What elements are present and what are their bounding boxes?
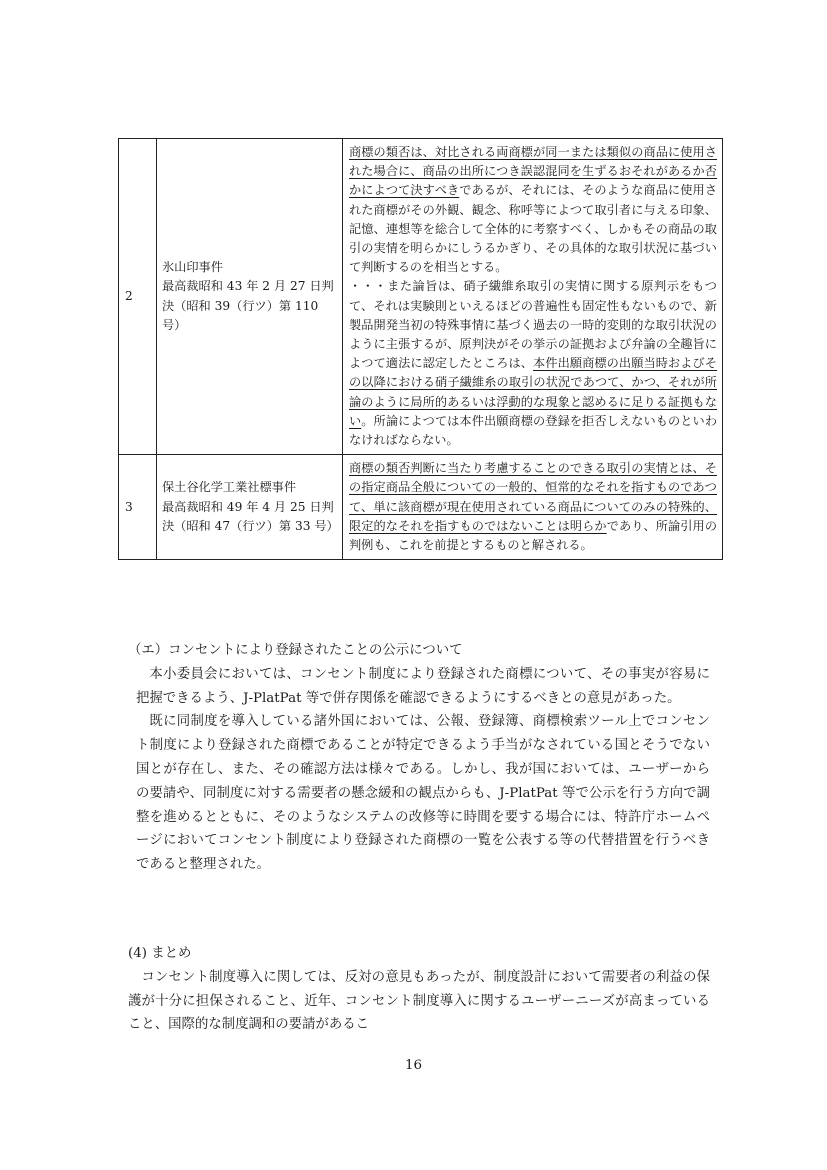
holding-text: ・・・また論旨は、硝子繊維糸取引の実情に関する原判示をもつて、それは実験則といえるほどの普遍性も固定性もないもので、新製品開発当初の特殊事情に基づく過去の一時的変則的な取引状況のように主張するが、原判決がその挙示の証拠および弁論の全趣旨によつて適法に認定したところは、 — [349, 279, 717, 371]
holding-text: であるが、それには、そのような商品に使用された商標がその外観、観念、称呼等によつて取引者に与える印象、記憶、連想等を総合して全体的に考察すべく、しかもその商品の取引の実情を明らかにしうるかぎり、その具体的な取引状況に基づいて判断するのを相当とする。 — [349, 183, 718, 275]
table-row — [119, 139, 723, 455]
case-holding — [343, 139, 723, 455]
section-e — [128, 639, 710, 877]
case-table-body — [119, 139, 723, 560]
case-citation: 最高裁昭和 43 年 2 月 27 日判決（昭和 39（行ツ）第 110 号） — [162, 279, 334, 332]
case-number: 2 — [119, 139, 157, 455]
holding-text: であり、所論引用の判例も、これを前提とするものと解される。 — [349, 518, 718, 553]
table-row — [119, 455, 723, 560]
underlined-text: 商標の類否は、対比される両商標が同一または類似の商品に使用された場合に、商品の出所につき誤認混同を生ずるおそれがあるか否かによつて決すべき — [349, 145, 717, 198]
case-name — [157, 455, 343, 560]
page-number: 16 — [404, 1058, 423, 1073]
case-holding — [343, 455, 723, 560]
section-4 — [128, 942, 710, 1037]
section-e-paragraph: 既に同制度を導入している諸外国においては、公報、登録簿、商標検索ツール上でコンセント制度により登録された商標であることが特定できるよう手当がなされている国とそうでない国とが存在し、また、その確認方法は様々である。しかし、我が国においては、ユーザーからの要請や、同制度に対する需要者の懸念緩和の観点からも、J-PlatPat 等で公示を行う方向で調整を進めるとともに、そのようなシステムの改修等に時間を要する場合には、特許庁ホームページにおいてコンセント制度により登録された商標の一覧を公表する等の代替措置を行うべきであると整理された。 — [136, 714, 710, 873]
case-title: 保土谷化学工業社標事件 — [162, 480, 297, 495]
case-number: 3 — [119, 455, 157, 560]
section-4-heading: (4) まとめ — [128, 946, 192, 961]
underlined-text: 本件出願商標の出願当時およびその以降における硝子繊維糸の取引の状況であつて、かつ、それが所論のように局所的あるいは浮動的な現象と認めるに足りる証拠もない — [349, 356, 718, 428]
case-title: 氷山印事件 — [162, 260, 223, 275]
case-citation: 最高裁昭和 49 年 4 月 25 日判決（昭和 47（行ツ）第 33 号） — [162, 499, 339, 533]
section-4-paragraph: コンセント制度導入に関しては、反対の意見もあったが、制度設計において需要者の利益の保護が十分に担保されること、近年、コンセント制度導入に関するユーザーニーズが高まっていること、国際的な制度調和の要請があるこ — [128, 969, 710, 1033]
case-table — [118, 138, 723, 560]
underlined-text: 商標の類否判断に当たり考慮することのできる取引の実情とは、その指定商品全般についての一般的、恒常的なそれを指すものであつて、単に該商標が現在使用されている商品についてのみの特殊的、限定的なそれを指すものではないことは明らか — [349, 461, 717, 533]
holding-text: 。所論によつては本件出願商標の登録を拒否しえないものといわなければならない。 — [349, 413, 718, 448]
case-name — [157, 139, 343, 455]
section-e-paragraph: 本小委員会においては、コンセント制度により登録された商標について、その事実が容易に把握できるよう、J-PlatPat 等で併存関係を確認できるようにするべきとの意見があった。 — [136, 666, 710, 706]
section-e-heading: （エ）コンセントにより登録されたことの公示について — [128, 643, 463, 658]
